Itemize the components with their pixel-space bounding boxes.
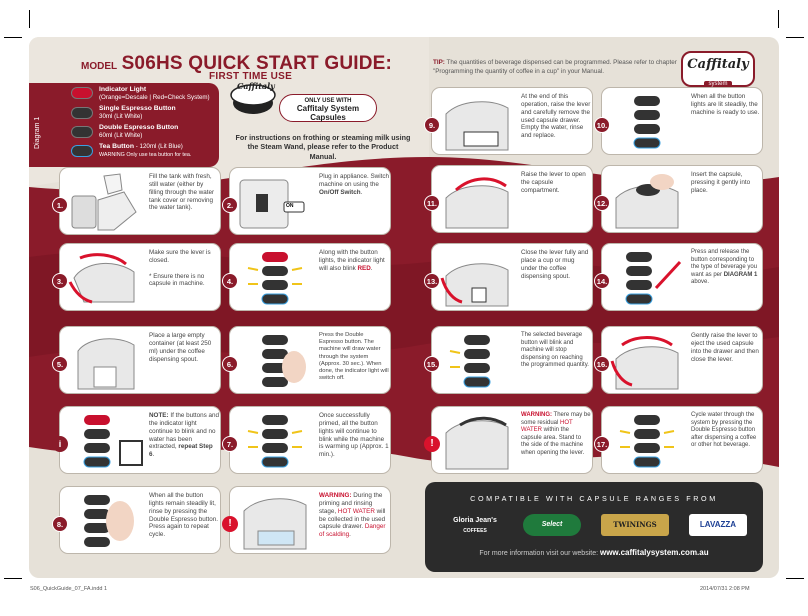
step-14-card bbox=[601, 243, 763, 311]
step-text bbox=[319, 249, 389, 273]
legend-row-double bbox=[99, 124, 178, 139]
step-number: 16. bbox=[594, 356, 610, 372]
step-15-card bbox=[431, 326, 593, 394]
step-number: 15. bbox=[424, 356, 440, 372]
step-text bbox=[319, 492, 389, 539]
drawer-hot-water-illustration bbox=[234, 491, 316, 551]
step-text: Cycle water through the system by pressing the Double Espresso button after dispensing a coffee or other hot beverage. bbox=[691, 412, 757, 448]
note-label: NOTE: bbox=[149, 412, 169, 419]
warning-end: . bbox=[349, 531, 351, 539]
close-lever-illustration bbox=[436, 248, 518, 308]
website-link[interactable]: www.caffitalysystem.com.au bbox=[599, 548, 709, 557]
cycle-water-illustration bbox=[606, 411, 688, 471]
step-number: 1. bbox=[52, 197, 68, 213]
footer-file: S06_QuickGuide_07_FA.indd 1 bbox=[30, 586, 108, 592]
model-label: MODEL bbox=[81, 61, 118, 72]
caffitaly-logo bbox=[681, 51, 755, 87]
legend-title: Double Espresso Button bbox=[99, 124, 179, 131]
select-beverage-illustration bbox=[606, 248, 688, 308]
double-espresso-icon bbox=[71, 126, 93, 138]
step-note: * Ensure there is no capsule in machine. bbox=[149, 272, 205, 288]
capsule-brand: Caffitaly bbox=[237, 81, 275, 91]
logo-sub: system bbox=[704, 81, 731, 87]
crop-mark bbox=[786, 37, 804, 38]
step-2-card bbox=[229, 167, 391, 235]
step-number: 13. bbox=[424, 273, 440, 289]
step-text-c: above. bbox=[691, 279, 710, 285]
step-text: Insert the capsule, pressing it gently into place. bbox=[691, 171, 751, 194]
step-3-card bbox=[59, 243, 221, 311]
blinking-buttons-illustration bbox=[64, 411, 146, 471]
legend-detail: 60ml (Lit White) bbox=[99, 131, 143, 139]
container-illustration bbox=[64, 331, 146, 391]
power-switch-illustration bbox=[234, 172, 316, 232]
step-number: 14. bbox=[594, 273, 610, 289]
legend-row-indicator bbox=[99, 86, 210, 101]
legend-title: Tea Button bbox=[99, 143, 134, 150]
step-8-card bbox=[59, 486, 221, 554]
step-text bbox=[691, 249, 761, 287]
warning-hot-water: HOT WATER bbox=[521, 419, 573, 433]
step-number: 11. bbox=[424, 195, 440, 211]
step-text: The selected beverage button will blink and machine will stop dispensing on reaching the programmed quantity. bbox=[521, 332, 589, 368]
step-text: Raise the lever to open the capsule compartment. bbox=[521, 171, 586, 194]
warning-hot-water: HOT WATER bbox=[337, 507, 375, 515]
step-text: Press the Double Espresso button. The machine will draw water through the system (Approx. 30 sec.). When done, the indicator light will switch off. bbox=[319, 332, 389, 382]
step-text-c: . bbox=[360, 188, 363, 196]
diagram-1-tab: Diagram 1 bbox=[34, 116, 41, 149]
beverage-blink-illustration bbox=[436, 331, 518, 391]
step-text bbox=[521, 412, 591, 457]
step-text: Close the lever fully and place a cup or mug under the coffee dispensing spout. bbox=[521, 249, 589, 280]
warning-text-2: will be collected in the used capsule drawer. bbox=[319, 507, 386, 531]
compatible-brands-panel bbox=[425, 482, 763, 572]
legend-detail: (Orange=Descale | Red=Check System) bbox=[99, 93, 210, 101]
capsule-line3: Capsules bbox=[310, 113, 346, 122]
step-11-card bbox=[431, 165, 593, 233]
step-text: Fill the tank with fresh, still water (either by filling through the water tank cover or removing the water tank). bbox=[149, 173, 215, 212]
step-main-text: Make sure the lever is closed. bbox=[149, 249, 211, 264]
diagram-1-legend bbox=[29, 83, 219, 167]
step-text bbox=[149, 412, 219, 459]
brand-lavazza: LAVAZZA bbox=[689, 514, 747, 536]
tip-note bbox=[433, 59, 678, 76]
brand-select: Select bbox=[523, 514, 581, 536]
crop-mark bbox=[4, 578, 22, 579]
legend-detail: 30ml (Lit White) bbox=[99, 112, 143, 120]
step-4-card bbox=[229, 243, 391, 311]
warning-icon: ! bbox=[424, 436, 440, 452]
guide-sheet bbox=[29, 37, 779, 578]
note-end: . bbox=[152, 451, 155, 459]
step-text-b: RED bbox=[357, 264, 371, 272]
residual-hot-water-illustration bbox=[436, 411, 518, 471]
step-number: 4. bbox=[222, 273, 238, 289]
lever-closed-illustration bbox=[64, 248, 146, 308]
crop-mark bbox=[29, 10, 30, 28]
step-number: 9. bbox=[424, 117, 440, 133]
step-text-a: Plug in appliance. Switch machine on using the bbox=[319, 173, 390, 188]
website-label: For more information visit our website: bbox=[479, 550, 600, 557]
step-text: When all the button lights remain steadily lit, rinse by pressing the Double Espresso button. Press again to repeat cycle. bbox=[149, 492, 218, 539]
step-13-card bbox=[431, 243, 593, 311]
eject-capsule-illustration bbox=[606, 331, 688, 391]
step-text-a: Along with the button lights, the indicator light will also blink bbox=[319, 249, 385, 272]
warning-text: There may be some residual bbox=[521, 412, 591, 426]
legend-title: Indicator Light bbox=[99, 86, 147, 93]
step-number: 17. bbox=[594, 436, 610, 452]
step-number: 5. bbox=[52, 356, 68, 372]
step-6-card bbox=[229, 326, 391, 394]
legend-row-single bbox=[99, 105, 176, 120]
warning-icon: ! bbox=[222, 516, 238, 532]
warning-text: During the priming and rinsing stage, bbox=[319, 492, 383, 515]
capsule-line2: Caffitaly System bbox=[296, 104, 360, 113]
step-number: 2. bbox=[222, 197, 238, 213]
step-number: 7. bbox=[222, 436, 238, 452]
legend-warning: WARNING Only use tea button for tea. bbox=[99, 151, 192, 158]
warming-up-illustration bbox=[234, 411, 316, 471]
crop-mark bbox=[778, 10, 779, 28]
step-text-b: DIAGRAM 1 bbox=[723, 271, 758, 278]
info-icon: i bbox=[52, 436, 68, 452]
crop-mark bbox=[786, 578, 804, 579]
warning-danger: Danger of scalding bbox=[319, 523, 386, 539]
warning-label: WARNING: bbox=[319, 492, 352, 499]
single-espresso-icon bbox=[71, 107, 93, 119]
step-text: Once successfully primed, all the button lights will continue to blink while the machine is warming up (Approx. 1 min.). bbox=[319, 412, 389, 459]
step-number: 3. bbox=[52, 273, 68, 289]
note-card bbox=[59, 406, 221, 474]
step-16-card bbox=[601, 326, 763, 394]
brand-sub: COFFEES bbox=[463, 528, 487, 534]
warning-card-2 bbox=[431, 406, 593, 474]
ready-lights-illustration bbox=[606, 92, 688, 152]
switch-label: ON bbox=[286, 203, 294, 209]
step-text: At the end of this operation, raise the lever and carefully remove the used capsule drawer. Empty the water, rinse and replace. bbox=[521, 93, 591, 140]
step-1-card bbox=[59, 167, 221, 235]
blink-red-illustration bbox=[234, 248, 316, 308]
page-title: S06HS QUICK START GUIDE: bbox=[121, 53, 393, 74]
note-emphasis: repeat Step 6 bbox=[149, 443, 213, 459]
capsule-line1: ONLY USE WITH bbox=[304, 98, 352, 104]
note-text: If the buttons and the indicator light continue to blink and no water has been extracted, bbox=[149, 412, 220, 451]
step-text-c: . bbox=[370, 264, 373, 272]
step-number: 10. bbox=[594, 117, 610, 133]
step-text: When all the button lights are lit steadily, the machine is ready to use. bbox=[691, 93, 760, 116]
warning-text-2: within the capsule area. Stand to the side of the machine when opening the lever. bbox=[521, 427, 585, 456]
step-text bbox=[319, 173, 389, 197]
tea-button-icon bbox=[71, 145, 93, 157]
brand-name: Gloria Jean's bbox=[453, 517, 497, 524]
double-espresso-illustration bbox=[234, 331, 316, 391]
indicator-light-icon bbox=[71, 87, 93, 99]
step-17-card bbox=[601, 406, 763, 474]
step-text bbox=[149, 249, 219, 288]
step-number: 6. bbox=[222, 356, 238, 372]
logo-name: Caffitaly bbox=[687, 57, 749, 72]
step-text-a: Press and release the button corresponding to the type of beverage you want as per bbox=[691, 249, 758, 278]
step-text: Gently raise the lever to eject the used capsule into the drawer and then close the lever. bbox=[691, 332, 759, 363]
step-5-card bbox=[59, 326, 221, 394]
page-subtitle: FIRST TIME USE bbox=[209, 71, 293, 82]
warning-card-1 bbox=[229, 486, 391, 554]
brand-gloria-jeans bbox=[445, 514, 505, 536]
capsule-badge bbox=[279, 94, 377, 122]
raise-lever-illustration bbox=[436, 170, 518, 230]
step-9-card bbox=[431, 87, 593, 155]
crop-mark bbox=[4, 37, 22, 38]
step-7-card bbox=[229, 406, 391, 474]
warning-label: WARNING: bbox=[521, 412, 552, 418]
tip-text: The quantities of beverage dispensed can be programmed. Please refer to chapter "Programming the quantity of coffee in a cup" in your Manual. bbox=[433, 59, 677, 75]
rinse-illustration bbox=[64, 491, 146, 551]
remove-drawer-illustration bbox=[436, 92, 518, 152]
step-number: 8. bbox=[52, 516, 68, 532]
legend-detail: - 120ml (Lit Blue) bbox=[134, 143, 183, 150]
compat-title: COMPATIBLE WITH CAPSULE RANGES FROM bbox=[470, 494, 718, 503]
frothing-note: For instructions on frothing or steaming milk using the Steam Wand, please refer to the Product Manual. bbox=[235, 133, 411, 161]
step-number: 12. bbox=[594, 195, 610, 211]
legend-row-tea bbox=[99, 143, 191, 158]
footer-date: 2014/07/31 2:08 PM bbox=[700, 586, 750, 592]
tip-label: TIP: bbox=[433, 59, 445, 66]
brand-twinings: TWININGS bbox=[601, 514, 669, 536]
website-line bbox=[425, 548, 763, 557]
insert-capsule-illustration bbox=[606, 170, 688, 230]
step-text-b: On/Off Switch bbox=[319, 188, 361, 196]
step-10-card bbox=[601, 87, 763, 155]
step-12-card bbox=[601, 165, 763, 233]
fill-tank-illustration bbox=[64, 172, 146, 232]
legend-title: Single Espresso Button bbox=[99, 105, 176, 112]
step-text: Place a large empty container (at least 250 ml) under the coffee dispensing spout. bbox=[149, 332, 212, 363]
